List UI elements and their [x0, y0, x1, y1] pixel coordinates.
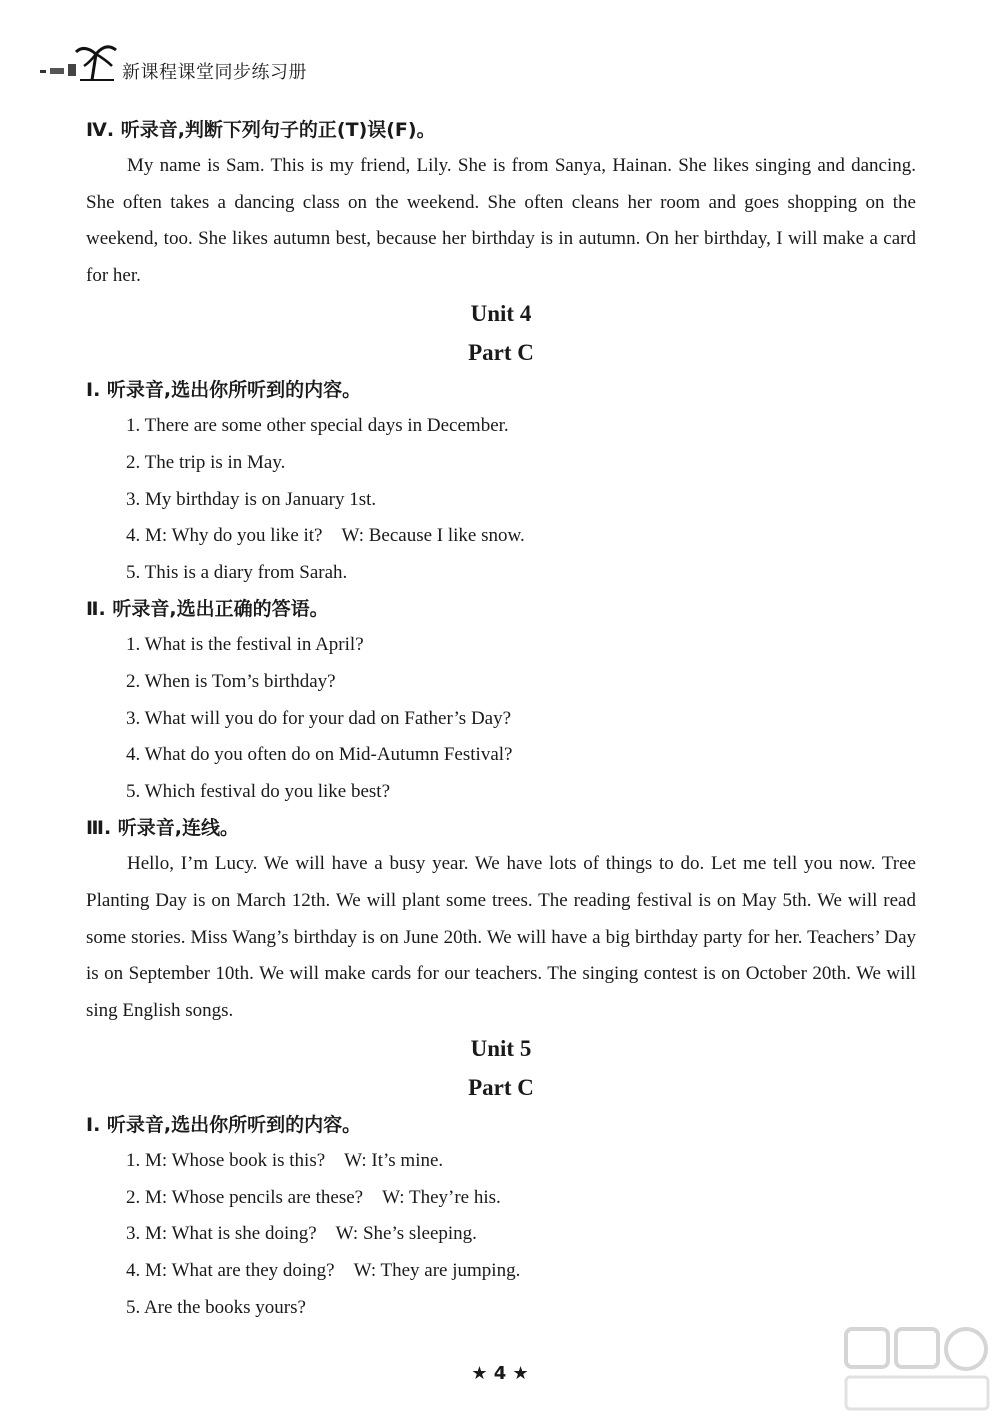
- list-item: 3. M: What is she doing? W: She’s sleeping.: [126, 1223, 477, 1245]
- unit-title: Unit 5: [470, 1036, 532, 1062]
- page-header: [40, 40, 440, 84]
- list-item: 3. What will you do for your dad on Father’s Day?: [126, 707, 512, 729]
- section-heading: Ⅰ. 听录音,选出你所听到的内容。: [86, 1114, 362, 1137]
- list-item: 1. There are some other special days in December.: [126, 415, 509, 437]
- list-item: 2. The trip is in May.: [126, 451, 286, 473]
- list-item: 1. What is the festival in April?: [126, 634, 364, 656]
- list-item: 5. This is a diary from Sarah.: [126, 561, 348, 583]
- list-item: 4. M: What are they doing? W: They are jumping.: [126, 1260, 521, 1282]
- passage: My name is Sam. This is my friend, Lily. She is from Sanya, Hainan. She likes singing and dancing. She often takes a dancing class on the weekend. She often cleans her room and goes shopping on the weekend, too. She likes autumn best, because her birthday is in autumn. On her birthday, I will make a card for her.: [86, 155, 916, 286]
- header-title: 新课程课堂同步练习册: [122, 62, 307, 83]
- list-item: 4. What do you often do on Mid-Autumn Festival?: [126, 744, 513, 766]
- list-item: 4. M: Why do you like it? W: Because I like snow.: [126, 525, 525, 547]
- list-item: 2. M: Whose pencils are these? W: They’re his.: [126, 1186, 501, 1208]
- section-heading: Ⅲ. 听录音,连线。: [86, 817, 240, 840]
- list-item: 5. Are the books yours?: [126, 1296, 306, 1318]
- page-content: [86, 112, 916, 1326]
- palm-tree-icon: [40, 40, 120, 84]
- passage: Hello, I’m Lucy. We will have a busy year. We have lots of things to do. Let me tell you now. Tree Planting Day is on March 12th. We will plant some trees. The reading festival is on May 5th. We will read some stories. Miss Wang’s birthday is on June 20th. We will have a big birthday party for her. Teachers’ Day is on September 10th. We will make cards for our teachers. The singing contest is on October 20th. We will sing English songs.: [86, 853, 916, 1021]
- section-heading: Ⅰ. 听录音,选出你所听到的内容。: [86, 379, 362, 402]
- part-title: Part C: [468, 340, 534, 366]
- part-title: Part C: [468, 1075, 534, 1101]
- list-item: 3. My birthday is on January 1st.: [126, 488, 377, 510]
- list-item: 5. Which festival do you like best?: [126, 780, 391, 802]
- unit-title: Unit 4: [470, 301, 532, 327]
- page-number: ★ 4 ★: [471, 1363, 529, 1384]
- list-item: 2. When is Tom’s birthday?: [126, 670, 336, 692]
- section-heading: Ⅳ. 听录音,判断下列句子的正(T)误(F)。: [86, 119, 436, 141]
- section-heading: Ⅱ. 听录音,选出正确的答语。: [86, 598, 329, 621]
- mxqe-watermark-logo: [842, 1325, 992, 1415]
- list-item: 1. M: Whose book is this? W: It’s mine.: [126, 1150, 444, 1172]
